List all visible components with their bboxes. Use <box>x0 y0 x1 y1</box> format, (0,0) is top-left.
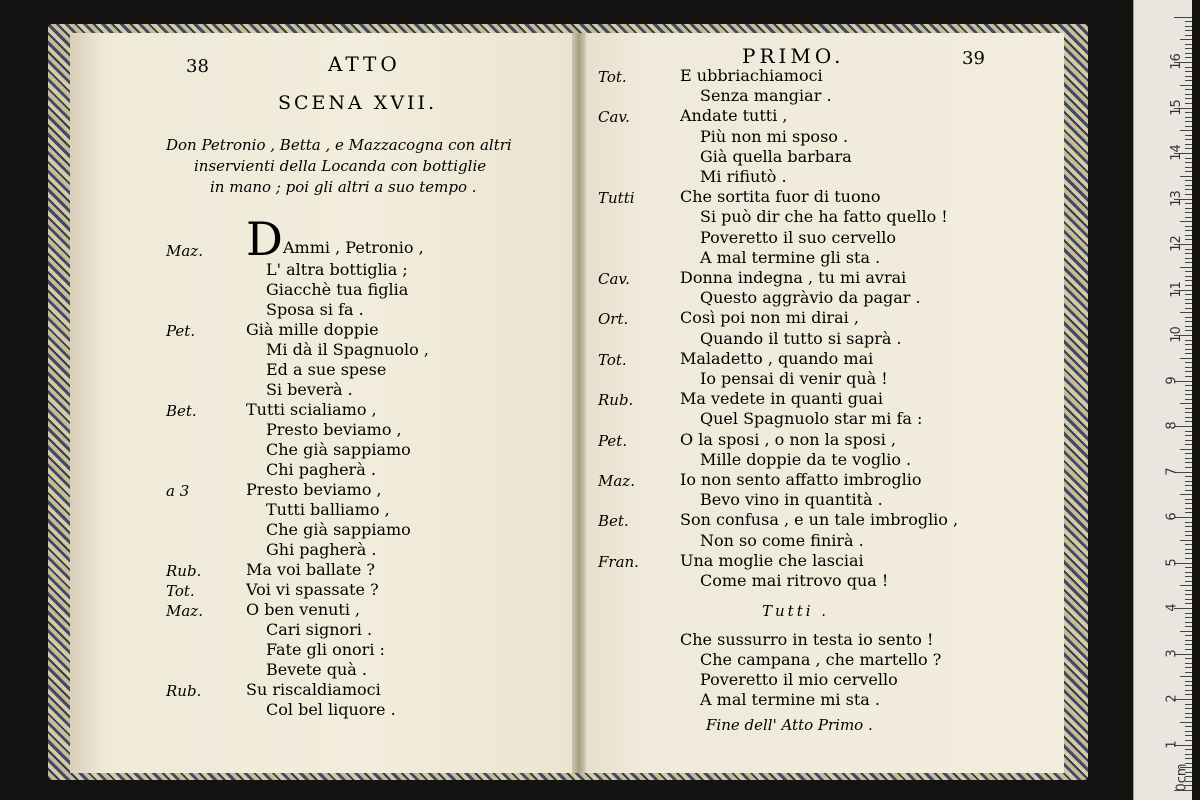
ruler-tick <box>1180 176 1192 177</box>
verse-line: Ed a sue spese <box>266 360 387 379</box>
verse-line: Mi rifiutò . <box>700 167 787 186</box>
ruler-tick <box>1185 508 1192 509</box>
scene-title: SCENA XVII. <box>278 92 438 114</box>
ruler-tick <box>1185 603 1192 604</box>
verse-line: Donna indegna , tu mi avrai <box>680 268 907 287</box>
measuring-ruler <box>1133 0 1192 800</box>
ruler-tick <box>1185 180 1192 181</box>
ruler-tick <box>1185 399 1192 400</box>
ruler-number: 15 <box>1168 98 1184 116</box>
speaker-label: Maz. <box>166 242 203 260</box>
ruler-tick <box>1185 462 1192 463</box>
ruler-tick <box>1185 740 1192 741</box>
speaker-label: Bet. <box>166 402 197 420</box>
ruler-tick <box>1185 253 1192 254</box>
ruler-tick <box>1185 376 1192 377</box>
page-number-left: 38 <box>186 56 209 77</box>
ruler-tick <box>1185 390 1192 391</box>
ruler-tick <box>1185 526 1192 527</box>
ruler-tick <box>1185 330 1192 331</box>
ruler-tick <box>1185 490 1192 491</box>
ruler-number: 12 <box>1168 235 1184 252</box>
ruler-number: 7 <box>1164 466 1180 476</box>
ruler-tick <box>1185 71 1192 72</box>
verse-line: O la sposi , o non la sposi , <box>680 429 896 449</box>
verse-line: Presto beviamo , <box>246 480 382 499</box>
verse-line: Ghi pagherà . <box>266 540 377 559</box>
ruler-tick <box>1185 112 1192 113</box>
ruler-number: 3 <box>1164 648 1180 658</box>
stage-direction-line-2: inservienti della Locanda con bottiglie <box>194 157 487 175</box>
ruler-tick <box>1185 285 1192 286</box>
ruler-tick <box>1185 280 1192 281</box>
verse-line: Già quella barbara <box>700 146 852 166</box>
verse-line: Si beverà . <box>266 380 353 399</box>
ruler-tick <box>1185 667 1192 668</box>
ruler-tick <box>1185 421 1192 422</box>
verse-line: Bevo vino in quantità . <box>700 490 883 510</box>
ruler-tick <box>1185 203 1192 204</box>
ruler-tick <box>1185 162 1192 163</box>
ruler-tick <box>1185 98 1192 99</box>
ruler-tick <box>1185 635 1192 636</box>
end-note: Fine dell' Atto Primo . <box>706 716 873 734</box>
ruler-tick <box>1185 649 1192 650</box>
ruler-number: 1 <box>1164 739 1180 749</box>
ruler-number: 5 <box>1164 557 1180 567</box>
ruler-tick <box>1185 440 1192 441</box>
speaker-label: Cav. <box>598 270 630 288</box>
ruler-tick <box>1185 694 1192 695</box>
ruler-tick <box>1185 544 1192 545</box>
ruler-tick <box>1185 308 1192 309</box>
verse-line: Cari signori . <box>266 620 373 639</box>
ruler-tick <box>1185 294 1192 295</box>
speaker-label: Pet. <box>598 431 628 450</box>
ruler-tick <box>1185 417 1192 418</box>
ruler-tick <box>1185 217 1192 218</box>
ruler-tick <box>1185 553 1192 554</box>
ruler-tick <box>1185 262 1192 263</box>
tutti-verse-line: Che campana , che martello ? <box>700 650 942 669</box>
ruler-tick <box>1180 494 1192 495</box>
ruler-tick <box>1185 76 1192 77</box>
ruler-tick <box>1185 126 1192 127</box>
speaker-label: a 3 <box>166 482 190 500</box>
ruler-tick <box>1185 717 1192 718</box>
verse-line: Una moglie che lasciai <box>680 550 864 570</box>
ruler-tick <box>1185 731 1192 732</box>
ruler-tick <box>1185 371 1192 372</box>
ruler-tick <box>1185 690 1192 691</box>
ruler-tick <box>1185 394 1192 395</box>
verse-line: Si può dir che ha fatto quello ! <box>700 207 948 227</box>
ruler-tick <box>1185 94 1192 95</box>
ruler-tick <box>1185 435 1192 436</box>
ruler-tick <box>1185 581 1192 582</box>
ruler-tick <box>1185 467 1192 468</box>
verse-line: L' altra bottiglia ; <box>266 260 408 279</box>
ruler-tick <box>1185 476 1192 477</box>
ruler-tick <box>1185 749 1192 750</box>
ruler-tick <box>1185 48 1192 49</box>
ruler-tick <box>1185 208 1192 209</box>
ruler-tick <box>1185 35 1192 36</box>
ruler-tick <box>1185 558 1192 559</box>
ruler-tick <box>1185 672 1192 673</box>
verse-line: Mille doppie da te voglio . <box>700 449 912 469</box>
ruler-tick <box>1185 271 1192 272</box>
verse-line: Maladetto , quando mai <box>680 348 874 368</box>
speaker-label: Cav. <box>598 108 630 127</box>
ruler-tick <box>1185 189 1192 190</box>
ruler-tick <box>1185 572 1192 573</box>
verse-line: Presto beviamo , <box>266 420 402 439</box>
ruler-tick <box>1185 148 1192 149</box>
ruler-tick <box>1185 408 1192 409</box>
ruler-tick <box>1185 57 1192 58</box>
ruler-tick <box>1185 626 1192 627</box>
speaker-label: Tot. <box>598 350 627 369</box>
ruler-tick <box>1180 85 1192 86</box>
ruler-tick <box>1185 344 1192 345</box>
ruler-number: 16 <box>1168 53 1184 70</box>
ruler-tick <box>1185 212 1192 213</box>
ruler-tick <box>1185 735 1192 736</box>
ruler-tick <box>1185 708 1192 709</box>
verse-line: Bevete quà . <box>266 660 367 679</box>
ruler-tick <box>1185 317 1192 318</box>
ruler-tick <box>1185 412 1192 413</box>
ruler-tick <box>1180 722 1192 723</box>
speaker-label: Pet. <box>166 322 196 340</box>
ruler-number: 9 <box>1164 375 1180 385</box>
ruler-tick <box>1180 267 1192 268</box>
verse-line: Come mai ritrovo qua ! <box>700 571 889 590</box>
verse-line: Giacchè tua figlia <box>266 280 409 299</box>
running-head-right: PRIMO. <box>742 44 845 68</box>
verse-line: Voi vi spassate ? <box>246 580 379 599</box>
stage-direction-line-1: Don Petronio , Betta , e Mazzacogna con altri <box>166 136 512 154</box>
ruler-tick <box>1185 453 1192 454</box>
ruler-tick <box>1185 567 1192 568</box>
ruler-tick <box>1185 704 1192 705</box>
verse-line: Senza mangiar . <box>700 86 832 106</box>
ruler-tick <box>1174 17 1192 18</box>
ruler-tick <box>1180 130 1192 131</box>
ruler-tick <box>1185 135 1192 136</box>
ruler-tick <box>1180 676 1192 677</box>
ruler-tick <box>1185 258 1192 259</box>
ruler-tick <box>1185 139 1192 140</box>
verse-line: Più non mi sposo . <box>700 126 849 146</box>
verse-line: Chi pagherà . <box>266 460 376 479</box>
ruler-tick <box>1185 531 1192 532</box>
ruler-number: 11 <box>1168 280 1184 298</box>
ruler-tick <box>1185 685 1192 686</box>
verse-line: Andate tutti , <box>680 106 788 126</box>
tutti-heading: Tutti . <box>762 602 830 620</box>
ruler-tick <box>1180 312 1192 313</box>
ruler-tick <box>1185 499 1192 500</box>
ruler-tick <box>1185 713 1192 714</box>
verse-line: Col bel liquore . <box>266 700 396 719</box>
verse-line: E ubbriachiamoci <box>680 66 823 85</box>
ruler-tick <box>1185 458 1192 459</box>
ruler-tick <box>1185 89 1192 90</box>
ruler-tick <box>1185 681 1192 682</box>
speaker-label: Maz. <box>598 472 635 490</box>
speaker-label: Rub. <box>166 682 202 700</box>
verse-line: Ma vedete in quanti guai <box>680 389 883 409</box>
ruler-tick <box>1180 358 1192 359</box>
ruler-tick <box>1185 235 1192 236</box>
ruler-tick <box>1185 239 1192 240</box>
ruler-tick <box>1185 485 1192 486</box>
page-number-right: 39 <box>962 48 985 69</box>
speaker-label: Fran. <box>598 552 639 571</box>
verse-line: Tutti balliamo , <box>266 500 390 519</box>
ruler-tick <box>1185 503 1192 504</box>
ruler-tick <box>1185 26 1192 27</box>
verse-line: O ben venuti , <box>246 600 361 619</box>
ruler-tick <box>1185 194 1192 195</box>
ruler-tick <box>1185 535 1192 536</box>
verse-line: Poveretto il suo cervello <box>700 227 896 247</box>
ruler-tick <box>1185 644 1192 645</box>
ruler-tick <box>1185 53 1192 54</box>
ruler-tick <box>1185 326 1192 327</box>
ruler-tick <box>1185 444 1192 445</box>
speaker-label: Tutti <box>598 189 635 208</box>
ruler-tick <box>1185 522 1192 523</box>
ruler-tick <box>1185 117 1192 118</box>
ruler-tick <box>1185 121 1192 122</box>
ruler-tick <box>1185 340 1192 341</box>
ruler-tick <box>1185 80 1192 81</box>
ruler-tick <box>1185 576 1192 577</box>
ruler-number: 14 <box>1168 144 1184 161</box>
ruler-tick <box>1185 167 1192 168</box>
tutti-verse-line: Poveretto il mio cervello <box>700 670 898 689</box>
verse-line: Io pensai di venir quà ! <box>700 369 888 388</box>
verse-line: Quel Spagnuolo star mi fa : <box>700 409 923 429</box>
ruler-tick <box>1185 367 1192 368</box>
ruler-tick <box>1185 594 1192 595</box>
speaker-label: Rub. <box>166 562 202 580</box>
ruler-tick <box>1185 658 1192 659</box>
speaker-label: Rub. <box>598 391 634 410</box>
tutti-verse-line: A mal termine mi sta . <box>700 690 880 709</box>
ruler-tick <box>1180 39 1192 40</box>
verse-line: Fate gli onori : <box>266 640 385 659</box>
ruler-tick <box>1180 221 1192 222</box>
tutti-verse-line: Che sussurro in testa io sento ! <box>680 630 934 649</box>
ruler-tick <box>1185 158 1192 159</box>
ruler-tick <box>1185 512 1192 513</box>
running-head-left: ATTO <box>328 52 401 76</box>
ruler-tick <box>1185 230 1192 231</box>
ruler-tick <box>1185 103 1192 104</box>
verse-line: Son confusa , e un tale imbroglio , <box>680 510 959 530</box>
ruler-tick <box>1185 640 1192 641</box>
ruler-tick <box>1185 362 1192 363</box>
ruler-tick <box>1185 590 1192 591</box>
ruler-tick <box>1185 385 1192 386</box>
ruler-tick <box>1185 67 1192 68</box>
ruler-number: 8 <box>1164 421 1180 430</box>
ruler-tick <box>1185 481 1192 482</box>
ruler-tick <box>1185 431 1192 432</box>
ruler-tick <box>1185 758 1192 759</box>
ruler-tick <box>1185 613 1192 614</box>
ruler-tick <box>1185 663 1192 664</box>
speaker-label: Ort. <box>598 310 629 329</box>
verse-line: Questo aggràvio da pagar . <box>700 288 921 308</box>
ruler-tick <box>1185 144 1192 145</box>
ruler-unit-label: 0cm <box>1174 763 1190 792</box>
verse-line: Tutti scialiamo , <box>246 400 377 419</box>
verse-line: Che già sappiamo <box>266 520 411 539</box>
ruler-tick <box>1185 21 1192 22</box>
ruler-tick <box>1185 353 1192 354</box>
ruler-tick <box>1185 299 1192 300</box>
verse-line: Che sortita fuor di tuono <box>680 187 881 207</box>
ruler-number: 4 <box>1164 603 1180 612</box>
ruler-tick <box>1180 585 1192 586</box>
ruler-tick <box>1185 171 1192 172</box>
speaker-label: Bet. <box>598 512 629 531</box>
verse-line: Sposa si fa . <box>266 300 364 319</box>
ruler-tick <box>1185 549 1192 550</box>
page-edge <box>70 33 104 773</box>
verse-line: A mal termine gli sta . <box>700 247 881 267</box>
ruler-tick <box>1185 30 1192 31</box>
ruler-tick <box>1185 599 1192 600</box>
ruler-tick <box>1180 631 1192 632</box>
ruler-tick <box>1185 44 1192 45</box>
ruler-tick <box>1180 449 1192 450</box>
first-line-rest: Ammi , Petronio , <box>283 238 424 257</box>
speaker-label: Maz. <box>166 602 203 620</box>
ruler-tick <box>1185 321 1192 322</box>
ruler-tick <box>1180 540 1192 541</box>
stage-direction-line-3: in mano ; poi gli altri a suo tempo . <box>210 178 477 196</box>
verse-line: Io non sento affatto imbroglio <box>680 470 922 489</box>
verse-line: Così poi non mi dirai , <box>680 308 859 328</box>
ruler-tick <box>1185 303 1192 304</box>
ruler-tick <box>1185 185 1192 186</box>
speaker-label: Tot. <box>166 582 195 600</box>
verse-line: Mi dà il Spagnuolo , <box>266 340 429 359</box>
ruler-tick <box>1185 617 1192 618</box>
ruler-tick <box>1185 249 1192 250</box>
ruler-tick <box>1185 349 1192 350</box>
verse-line: Su riscaldiamoci <box>246 680 381 699</box>
ruler-number: 13 <box>1168 189 1184 207</box>
ruler-tick <box>1185 276 1192 277</box>
ruler-number: 10 <box>1168 326 1184 343</box>
ruler-tick <box>1180 403 1192 404</box>
verse-line: Ma voi ballate ? <box>246 560 375 579</box>
book-gutter <box>572 33 586 773</box>
ruler-tick <box>1185 726 1192 727</box>
verse-line: Che già sappiamo <box>266 440 411 459</box>
ruler-tick <box>1185 622 1192 623</box>
verse-line: Già mille doppie <box>246 320 379 339</box>
ruler-tick <box>1185 226 1192 227</box>
ruler-number: 6 <box>1164 512 1180 521</box>
verse-line: Quando il tutto si saprà . <box>700 328 902 348</box>
speaker-label: Tot. <box>598 68 627 86</box>
ruler-tick <box>1185 754 1192 755</box>
ruler-number: 2 <box>1164 694 1180 703</box>
drop-cap: D <box>246 212 283 266</box>
verse-line: Non so come finirà . <box>700 530 864 550</box>
